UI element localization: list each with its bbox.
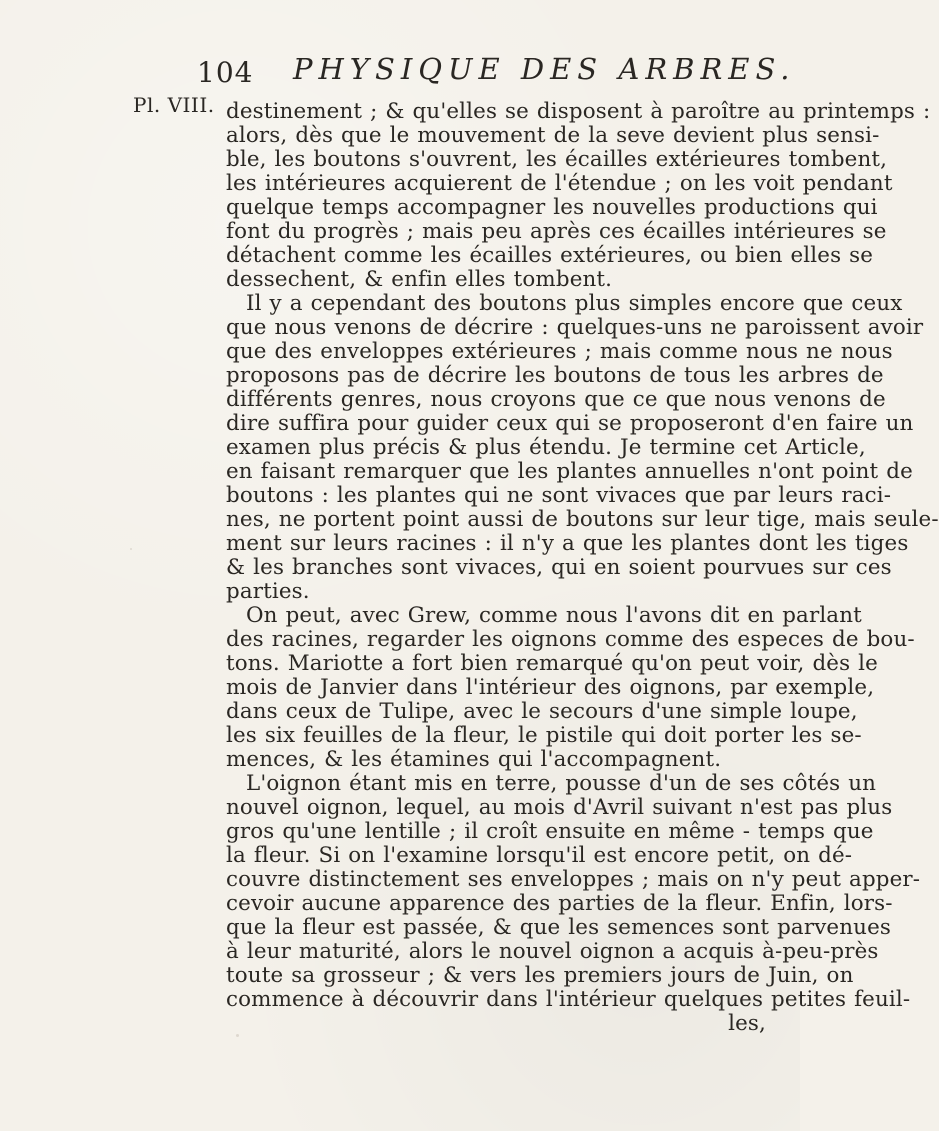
text-line: que la fleur est passée, & que les semences sont parvenues xyxy=(226,915,892,940)
text-line: couvre distinctement ses enveloppes ; mais on n'y peut apper- xyxy=(226,867,921,892)
text-line: alors, dès que le mouvement de la seve devient plus sensi- xyxy=(226,123,880,148)
text-line: différents genres, nous croyons que ce que nous venons de xyxy=(226,387,886,412)
text-line: les, xyxy=(728,1011,766,1036)
text-line: des racines, regarder les oignons comme des especes de bou- xyxy=(226,627,915,652)
page-number: 104 xyxy=(197,56,254,89)
body-text xyxy=(226,98,939,1098)
text-line: nouvel oignon, lequel, au mois d'Avril suivant n'est pas plus xyxy=(226,795,893,820)
text-line: tons. Mariotte a fort bien remarqué qu'on peut voir, dès le xyxy=(226,651,878,676)
text-line: examen plus précis & plus étendu. Je termine cet Article, xyxy=(226,435,866,460)
text-line: mois de Janvier dans l'intérieur des oignons, par exemple, xyxy=(226,675,875,700)
text-line: destinement ; & qu'elles se disposent à paroître au printemps : xyxy=(226,99,931,124)
text-line: toute sa grosseur ; & vers les premiers jours de Juin, on xyxy=(226,963,854,988)
text-line: à leur maturité, alors le nouvel oignon a acquis à-peu-près xyxy=(226,939,879,964)
text-line: boutons : les plantes qui ne sont vivaces que par leurs raci- xyxy=(226,483,892,508)
text-line: les six feuilles de la fleur, le pistile qui doit porter les se- xyxy=(226,723,862,748)
text-line: & les branches sont vivaces, qui en soient pourvues sur ces xyxy=(226,555,892,580)
text-line: mences, & les étamines qui l'accompagnent. xyxy=(226,747,722,772)
text-line: la fleur. Si on l'examine lorsqu'il est encore petit, on dé- xyxy=(226,843,853,868)
text-line: On peut, avec Grew, comme nous l'avons dit en parlant xyxy=(246,603,862,628)
text-line: Il y a cependant des boutons plus simples encore que ceux xyxy=(246,291,903,316)
paper-speck xyxy=(130,548,132,550)
page-header xyxy=(197,52,796,94)
text-line: L'oignon étant mis en terre, pousse d'un de ses côtés un xyxy=(246,771,877,796)
text-line: ble, les boutons s'ouvrent, les écailles extérieures tombent, xyxy=(226,147,888,172)
text-line: gros qu'une lentille ; il croît ensuite en même - temps que xyxy=(226,819,874,844)
paper-speck xyxy=(236,1034,239,1037)
text-line: que des enveloppes extérieures ; mais comme nous ne nous xyxy=(226,339,893,364)
text-line: dans ceux de Tulipe, avec le secours d'une simple loupe, xyxy=(226,699,858,724)
text-line: parties. xyxy=(226,579,310,604)
text-line: commence à découvrir dans l'intérieur quelques petites feuil- xyxy=(226,987,911,1012)
text-line: les intérieures acquierent de l'étendue ; on les voit pendant xyxy=(226,171,893,196)
text-line: font du progrès ; mais peu après ces écailles intérieures se xyxy=(226,219,887,244)
text-line: proposons pas de décrire les boutons de tous les arbres de xyxy=(226,363,884,388)
text-line: nes, ne portent point aussi de boutons sur leur tige, mais seule- xyxy=(226,507,939,532)
text-line: en faisant remarquer que les plantes annuelles n'ont point de xyxy=(226,459,913,484)
text-line: cevoir aucune apparence des parties de la fleur. Enfin, lors- xyxy=(226,891,893,916)
text-line: que nous venons de décrire : quelques-uns ne paroissent avoir xyxy=(226,315,924,340)
text-line: dessechent, & enfin elles tombent. xyxy=(226,267,613,292)
plate-reference: Pl. VIII. xyxy=(133,93,215,117)
text-line: ment sur leurs racines : il n'y a que les plantes dont les tiges xyxy=(226,531,909,556)
text-line: quelque temps accompagner les nouvelles productions qui xyxy=(226,195,878,220)
running-title: PHYSIQUE DES ARBRES. xyxy=(293,52,796,86)
text-line: détachent comme les écailles extérieures, ou bien elles se xyxy=(226,243,874,268)
text-line: dire suffira pour guider ceux qui se proposeront d'en faire un xyxy=(226,411,914,436)
